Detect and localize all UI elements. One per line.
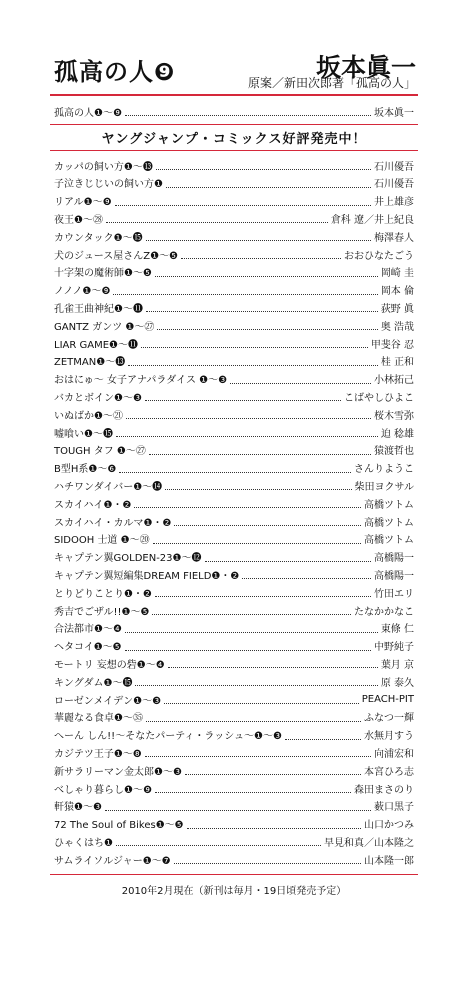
book-title: サムライソルジャー❶〜❼ (54, 855, 171, 867)
book-author: 高橋ツトム (364, 499, 414, 511)
book-row (54, 441, 414, 459)
book-title: ひゃくはち❶ (54, 837, 113, 849)
book-row (54, 352, 414, 370)
book-row (54, 494, 414, 512)
book-title: 新サラリーマン金太郎❶〜❸ (54, 766, 182, 778)
book-title: 孔雀王曲神紀❶〜⓫ (54, 303, 143, 315)
book-author: たなかかなこ (354, 606, 414, 618)
book-author: 柴田ヨクサル (354, 481, 414, 493)
book-title: スカイハイ❶・❷ (54, 499, 132, 511)
series-row (54, 102, 414, 120)
book-author: PEACH-PIT (361, 693, 414, 705)
book-row (54, 370, 414, 388)
book-row (54, 423, 414, 441)
book-row (54, 530, 414, 548)
book-title: へーん しん!!〜そなたパーティ・ラッシュ〜❶〜❸ (54, 731, 282, 743)
leader-dots (165, 480, 351, 490)
book-row (54, 601, 414, 619)
book-author: さんりようこ (354, 464, 414, 476)
book-title: キャプテン翼GOLDEN-23❶〜⓬ (54, 553, 202, 565)
leader-dots (230, 374, 371, 384)
book-row (54, 548, 414, 566)
book-title: LIAR GAME❶〜⓫ (54, 339, 138, 351)
book-author: 山本隆一郎 (364, 855, 414, 867)
leader-dots (126, 409, 371, 419)
leader-dots (113, 285, 377, 295)
book-row (54, 245, 414, 263)
book-row (54, 583, 414, 601)
book-title: ローゼンメイデン❶〜❸ (54, 695, 162, 707)
book-title: 嘘喰い❶〜⓯ (54, 428, 113, 440)
book-title: 犬のジュース屋さんZ❶〜❺ (54, 250, 179, 262)
book-row (54, 690, 414, 708)
page-header (54, 48, 416, 90)
book-row (54, 156, 414, 174)
leader-dots (125, 641, 371, 651)
section-divider (50, 124, 418, 125)
book-row (54, 761, 414, 779)
book-row (54, 832, 414, 850)
book-author: 迫 稔雄 (380, 428, 414, 440)
book-author: 荻野 眞 (380, 303, 414, 315)
leader-dots (105, 801, 371, 811)
book-row (54, 263, 414, 281)
book-author: 原 泰久 (380, 677, 414, 689)
book-row (54, 565, 414, 583)
book-author: こばやしひよこ (344, 392, 414, 404)
book-row (54, 654, 414, 672)
book-title: ZETMAN❶〜⓭ (54, 357, 126, 369)
book-author: 高橋ツトム (364, 535, 414, 547)
book-row (54, 174, 414, 192)
volume-title: 孤高の人❾ (54, 58, 176, 86)
leader-dots (168, 658, 378, 668)
book-title: B型H系❶〜❻ (54, 464, 117, 476)
book-author: 山口かつみ (364, 820, 414, 832)
book-author: 岡本 倫 (380, 286, 414, 298)
book-row (54, 405, 414, 423)
leader-dots (242, 569, 371, 579)
book-row (54, 619, 414, 637)
leader-dots (125, 106, 371, 116)
leader-dots (125, 623, 378, 633)
leader-dots (146, 712, 361, 722)
book-row (54, 743, 414, 761)
book-row (54, 815, 414, 833)
leader-dots (174, 516, 361, 526)
book-author: 石川優吾 (374, 179, 414, 191)
leader-dots (181, 249, 341, 259)
leader-dots (128, 356, 378, 366)
leader-dots (152, 605, 351, 615)
author-name: 坂本眞一 (315, 53, 416, 82)
lineup-top-rule (50, 150, 418, 151)
book-row (54, 387, 414, 405)
book-author: 猿渡哲也 (374, 446, 414, 458)
leader-dots (155, 267, 378, 277)
book-author: 本宮ひろ志 (364, 766, 414, 778)
book-title: カウンタック❶〜⓯ (54, 232, 143, 244)
book-row (54, 637, 414, 655)
book-row (54, 476, 414, 494)
leader-dots (146, 231, 371, 241)
book-title: べしゃり暮らし❶〜❾ (54, 784, 152, 796)
book-author: 奥 浩哉 (380, 321, 414, 333)
leader-dots (166, 178, 371, 188)
leader-dots (145, 391, 341, 401)
book-author: 倉科 遼／井上紀良 (330, 214, 414, 226)
book-title: ヘタコイ❶〜❺ (54, 642, 122, 654)
book-title: 軒猿❶〜❸ (54, 802, 102, 814)
lineup-headline: ヤングジャンプ・コミックス好評発売中！ (101, 132, 367, 147)
leader-dots (187, 819, 361, 829)
book-row (54, 316, 414, 334)
book-author: 井上雄彦 (374, 197, 414, 209)
series-author: 坂本眞一 (374, 107, 414, 119)
book-row (54, 209, 414, 227)
book-author: 高橋陽一 (374, 570, 414, 582)
book-author: 石川優吾 (374, 161, 414, 173)
book-title: 子泣きじじいの飼い方❶ (54, 179, 163, 191)
book-row (54, 459, 414, 477)
book-row (54, 227, 414, 245)
book-author: 竹田エリ (374, 588, 414, 600)
book-row (54, 797, 414, 815)
leader-dots (155, 587, 371, 597)
book-title: カッパの飼い方❶〜⓭ (54, 161, 153, 173)
book-author: 小林拓己 (374, 375, 414, 387)
book-title: ハチワンダイバー❶〜⓮ (54, 481, 163, 493)
book-author: 水無月すう (364, 731, 414, 743)
book-author: 向浦宏和 (374, 748, 414, 760)
header-divider (50, 94, 418, 96)
book-title: キングダム❶〜⓯ (54, 677, 133, 689)
leader-dots (146, 302, 378, 312)
leader-dots (153, 534, 361, 544)
leader-dots (174, 854, 361, 864)
leader-dots (106, 213, 328, 223)
leader-dots (145, 747, 371, 757)
book-title: 72 The Soul of Bikes❶〜❺ (54, 820, 184, 832)
book-row (54, 334, 414, 352)
book-title: 夜王❶〜㉘ (54, 214, 103, 226)
leader-dots (149, 445, 371, 455)
book-row (54, 708, 414, 726)
book-title: いぬばか❶〜㉑ (54, 410, 123, 422)
book-author: 甲斐谷 忍 (370, 339, 414, 351)
leader-dots (164, 694, 359, 704)
book-author: 岡崎 圭 (380, 268, 414, 280)
book-author: 梅澤春人 (374, 232, 414, 244)
leader-dots (157, 320, 377, 330)
leader-dots (141, 338, 368, 348)
book-title: 十字架の魔術師❶〜❺ (54, 268, 152, 280)
book-title: おはにゅ〜 女子アナパラダイス ❶〜❸ (54, 375, 228, 387)
book-author: 高橋陽一 (374, 553, 414, 565)
book-title: TOUGH タフ ❶〜㉗ (54, 446, 146, 458)
book-author: 森田まさのり (354, 784, 414, 796)
book-title: 合法都市❶〜❹ (54, 624, 122, 636)
original-credit: 原案／新田次郎著「孤高の人」 (247, 76, 416, 90)
leader-dots (134, 498, 361, 508)
book-row (54, 779, 414, 797)
leader-dots (156, 160, 371, 170)
book-title: キャプテン翼短編集DREAM FIELD❶・❷ (54, 570, 240, 582)
book-row (54, 298, 414, 316)
release-note: 2010年2月現在（新刊は毎月・19日頃発売予定） (121, 886, 347, 897)
book-author: 東條 仁 (380, 624, 414, 636)
book-author: 桜木雪弥 (374, 410, 414, 422)
leader-dots (116, 427, 378, 437)
book-title: モートリ 妄想の砦❶〜❹ (54, 659, 165, 671)
book-author: 中野純子 (374, 642, 414, 654)
book-title: SIDOOH 士道 ❶〜⑳ (54, 535, 150, 547)
book-title: GANTZ ガンツ ❶〜㉗ (54, 321, 155, 333)
book-row (54, 726, 414, 744)
book-title: 華麗なる食卓❶〜㉟ (54, 713, 143, 725)
book-title: ノノノ❶〜❾ (54, 286, 111, 298)
book-row (54, 192, 414, 210)
book-author: 高橋ツトム (364, 517, 414, 529)
book-author: 早見和真／山本隆之 (324, 837, 414, 849)
book-title: バカとボイン❶〜❸ (54, 392, 142, 404)
leader-dots (119, 463, 351, 473)
book-row (54, 672, 414, 690)
book-title: リアル❶〜❾ (54, 197, 112, 209)
leader-dots (185, 765, 361, 775)
series-title: 孤高の人❶〜❾ (54, 107, 122, 119)
book-row (54, 850, 414, 868)
book-author: 葉月 京 (380, 659, 414, 671)
book-title: スカイハイ・カルマ❶・❷ (54, 517, 172, 529)
leader-dots (205, 552, 372, 562)
lineup-bottom-rule (50, 874, 418, 875)
book-author: 薮口黒子 (374, 802, 414, 814)
leader-dots (116, 836, 321, 846)
book-author: おおひなたごう (344, 250, 414, 262)
book-author: 桂 正和 (380, 357, 414, 369)
book-title: 秀吉でごザル!!❶〜❺ (54, 606, 150, 618)
leader-dots (285, 730, 361, 740)
book-title: とりどりことり❶・❷ (54, 588, 152, 600)
book-title: カジテツ王子❶〜❽ (54, 748, 142, 760)
leader-dots (155, 783, 351, 793)
leader-dots (135, 676, 377, 686)
book-author: ふなつ一輝 (364, 713, 414, 725)
book-row (54, 281, 414, 299)
book-row (54, 512, 414, 530)
leader-dots (115, 196, 371, 206)
